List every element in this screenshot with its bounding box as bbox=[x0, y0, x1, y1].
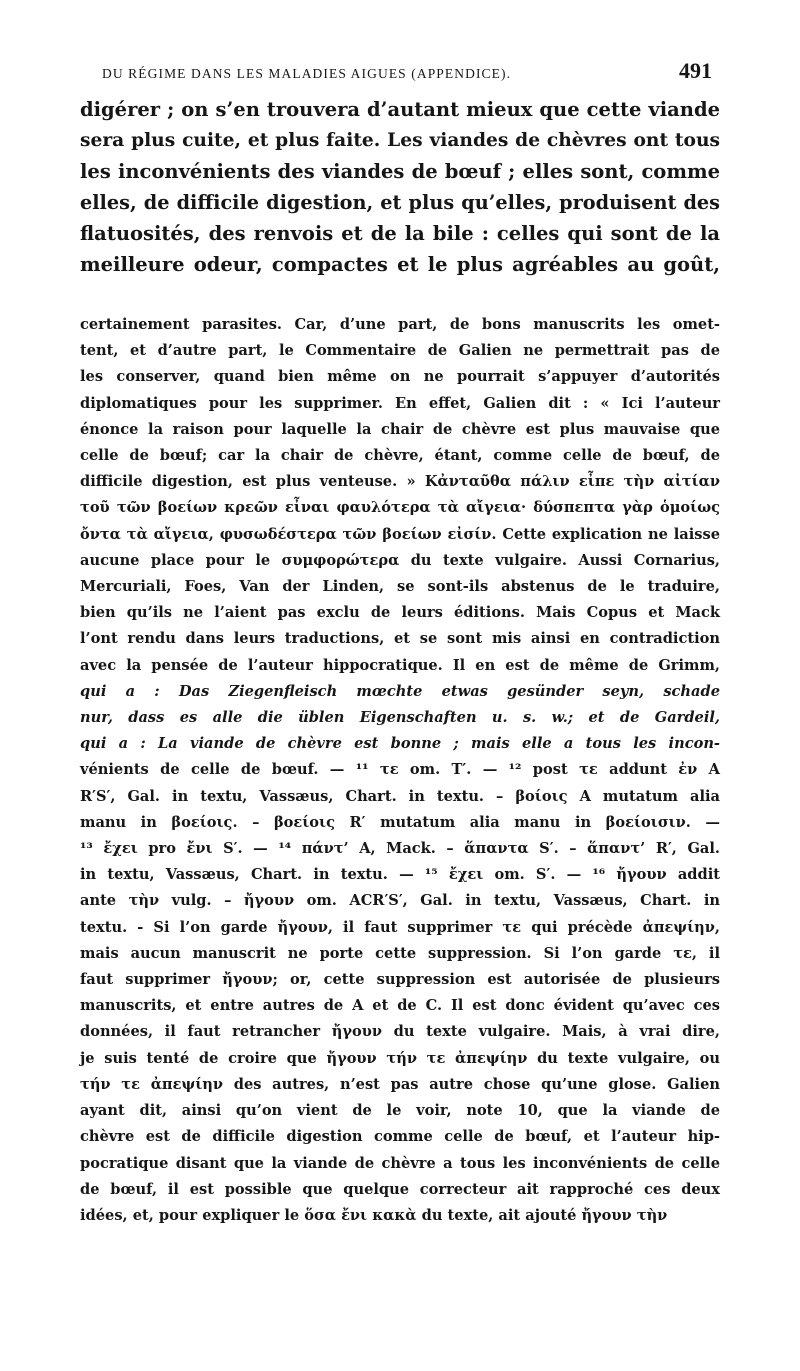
footnote-line: tent, et d’autre part, le Commentaire de Galien ne permettrait pas de bbox=[80, 342, 720, 360]
footnote-line: τοῦ τῶν βοείων κρεῶν εἶναι φαυλότερα τὰ αἴγεια· δύσπεπτα γὰρ ὁμοίως bbox=[80, 499, 720, 517]
footnote-line: je suis tenté de croire que ἤγουν τήν τε ἀπεψίην du texte vulgaire, ou bbox=[80, 1049, 720, 1067]
footnote-line: les conserver, quand bien même on ne pourrait s’appuyer d’autorités bbox=[80, 368, 720, 386]
footnote-line: vénients de celle de bœuf. — ¹¹ τε om. T′. — ¹² post τε addunt ἐν A bbox=[80, 761, 720, 779]
footnote-line: ante τὴν vulg. – ἤγουν om. ACR′S′, Gal. in textu, Vassæus, Chart. in bbox=[80, 892, 720, 910]
footnote-line: bien qu’ils ne l’aient pas exclu de leurs éditions. Mais Copus et Mack bbox=[80, 604, 720, 622]
footnote-line: données, il faut retrancher ἤγουν du texte vulgaire. Mais, à vrai dire, bbox=[80, 1023, 720, 1041]
footnote-line: mais aucun manuscrit ne porte cette suppression. Si l’on garde τε, il bbox=[80, 944, 720, 962]
footnote-line: qui a : Das Ziegenfleisch mœchte etwas gesünder seyn, schade bbox=[80, 682, 720, 700]
footnote-line: celle de bœuf; car la chair de chèvre, étant, comme celle de bœuf, de bbox=[80, 447, 720, 465]
bleed-through bbox=[80, 282, 720, 300]
footnote-line: chèvre est de difficile digestion comme celle de bœuf, et l’auteur hip- bbox=[80, 1128, 720, 1146]
footnote-line: l’ont rendu dans leurs traductions, et se sont mis ainsi en contradiction bbox=[80, 630, 720, 648]
main-text-line: sera plus cuite, et plus faite. Les viandes de chèvres ont tous bbox=[80, 129, 720, 151]
footnote-line: diplomatiques pour les supprimer. En effet, Galien dit : « Ici l’auteur bbox=[80, 394, 720, 412]
footnote-line: manu in βοείοις. – βοείοις R′ mutatum alia manu in βοείοισιν. — bbox=[80, 813, 720, 831]
footnote-line: faut supprimer ἤγουν; or, cette suppression est autorisée de plusieurs bbox=[80, 971, 720, 989]
footnote-line: ὄντα τὰ αἴγεια, φυσωδέστερα τῶν βοείων εἰσίν. Cette explication ne laisse bbox=[80, 525, 720, 543]
main-text bbox=[80, 94, 720, 280]
footnote-line: pocratique disant que la viande de chèvre a tous les inconvénients de celle bbox=[80, 1154, 720, 1172]
footnote-line: certainement parasites. Car, d’une part, de bons manuscrits les omet- bbox=[80, 316, 720, 333]
main-text-line: elles, de difficile digestion, et plus qu’elles, produisent des bbox=[80, 191, 720, 214]
footnote-line: nur, dass es alle die üblen Eigenschaften u. s. w.; et de Gardeil, bbox=[80, 709, 720, 727]
footnote-line: textu. - Si l’on garde ἤγουν, il faut supprimer τε qui précède ἀπεψίην, bbox=[80, 918, 720, 936]
footnote-line: de bœuf, il est possible que quelque correcteur ait rapproché ces deux bbox=[80, 1180, 720, 1198]
footnote-line: R′S′, Gal. in textu, Vassæus, Chart. in textu. – βοίοις A mutatum alia bbox=[80, 787, 720, 805]
main-text-line: flatuosités, des renvois et de la bile : celles qui sont de la bbox=[80, 222, 720, 245]
footnote-line: τήν τε ἀπεψίην des autres, n’est pas autre chose qu’une glose. Galien bbox=[80, 1075, 720, 1093]
footnote-line: in textu, Vassæus, Chart. in textu. — ¹⁵ ἔχει om. S′. — ¹⁶ ἤγουν addit bbox=[80, 866, 720, 884]
main-text-line: digérer ; on s’en trouvera d’autant mieux que cette viande bbox=[80, 98, 720, 121]
footnote-line: ¹³ ἔχει pro ἔνι S′. — ¹⁴ πάντ’ A, Mack. – ἅπαντα S′. – ἅπαντ’ R′, Gal. bbox=[80, 840, 720, 858]
main-text-line: meilleure odeur, compactes et le plus agréables au goût, bbox=[80, 253, 720, 276]
running-title: DU RÉGIME DANS LES MALADIES AIGUES (APPENDICE). bbox=[102, 66, 512, 81]
footnote-line: énonce la raison pour laquelle la chair de chèvre est plus mauvaise que bbox=[80, 420, 720, 438]
footnote-line: qui a : La viande de chèvre est bonne ; mais elle a tous les incon- bbox=[80, 735, 720, 753]
book-page bbox=[80, 58, 720, 1229]
footnote-line: idées, et, pour expliquer le ὅσα ἔνι κακὰ du texte, ait ajouté ἤγουν τὴν bbox=[80, 1206, 668, 1224]
footnote-line: avec la pensée de l’auteur hippocratique. Il en est de même de Grimm, bbox=[80, 656, 720, 674]
footnote-line: manuscrits, et entre autres de A et de C. Il est donc évident qu’avec ces bbox=[80, 997, 720, 1015]
page-number: 491 bbox=[679, 58, 712, 83]
footnote-line: Mercuriali, Foes, Van der Linden, se sont-ils abstenus de le traduire, bbox=[80, 578, 720, 596]
running-head bbox=[80, 58, 720, 94]
footnote-line: aucune place pour le συμφορώτερα du texte vulgaire. Aussi Cornarius, bbox=[80, 551, 720, 569]
footnotes bbox=[80, 312, 720, 1229]
main-text-line: les inconvénients des viandes de bœuf ; elles sont, comme bbox=[80, 160, 720, 183]
footnote-line: ayant dit, ainsi qu’on vient de le voir, note 10, que la viande de bbox=[80, 1102, 720, 1120]
footnote-line: difficile digestion, est plus venteuse. » Κἀνταῦθα πάλιν εἶπε τὴν αἰτίαν bbox=[80, 473, 720, 491]
